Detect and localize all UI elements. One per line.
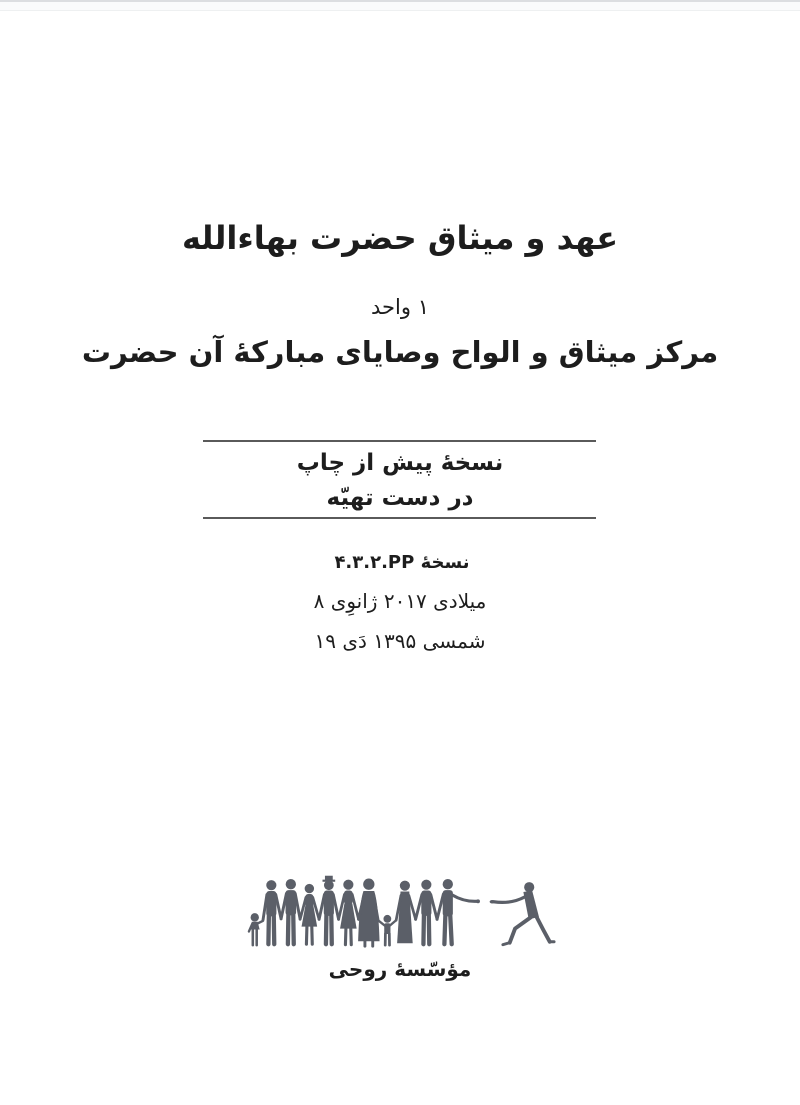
divider-line-bottom: [203, 517, 596, 519]
solar-date: ۱۹ دَی ۱۳۹۵ شمسی: [314, 629, 486, 653]
ruhi-institute-people-logo-icon: [244, 873, 558, 951]
prepublication-note-line1: نسخهٔ پیش از چاپ: [296, 450, 504, 476]
prepublication-note-line2: در دست تهیّه: [326, 485, 474, 511]
book-title: عهد و میثاق حضرت بهاءالله: [181, 219, 619, 257]
gregorian-date: ۸ ژانوِی ۲۰۱۷ میلادی: [313, 589, 487, 613]
top-edge-border: [0, 0, 800, 11]
divider-line-top: [203, 440, 596, 442]
unit-title: مرکز میثاق و الواح وصایای مبارکهٔ آن حضرت: [81, 335, 719, 369]
publisher-name: مؤسّسهٔ روحی: [328, 957, 472, 981]
version-label: نسخهٔ: [420, 552, 470, 573]
version-line: [0, 549, 800, 577]
unit-label: واحد ۱: [371, 295, 429, 319]
version-number: ۴.۳.۲.PP: [334, 552, 415, 573]
